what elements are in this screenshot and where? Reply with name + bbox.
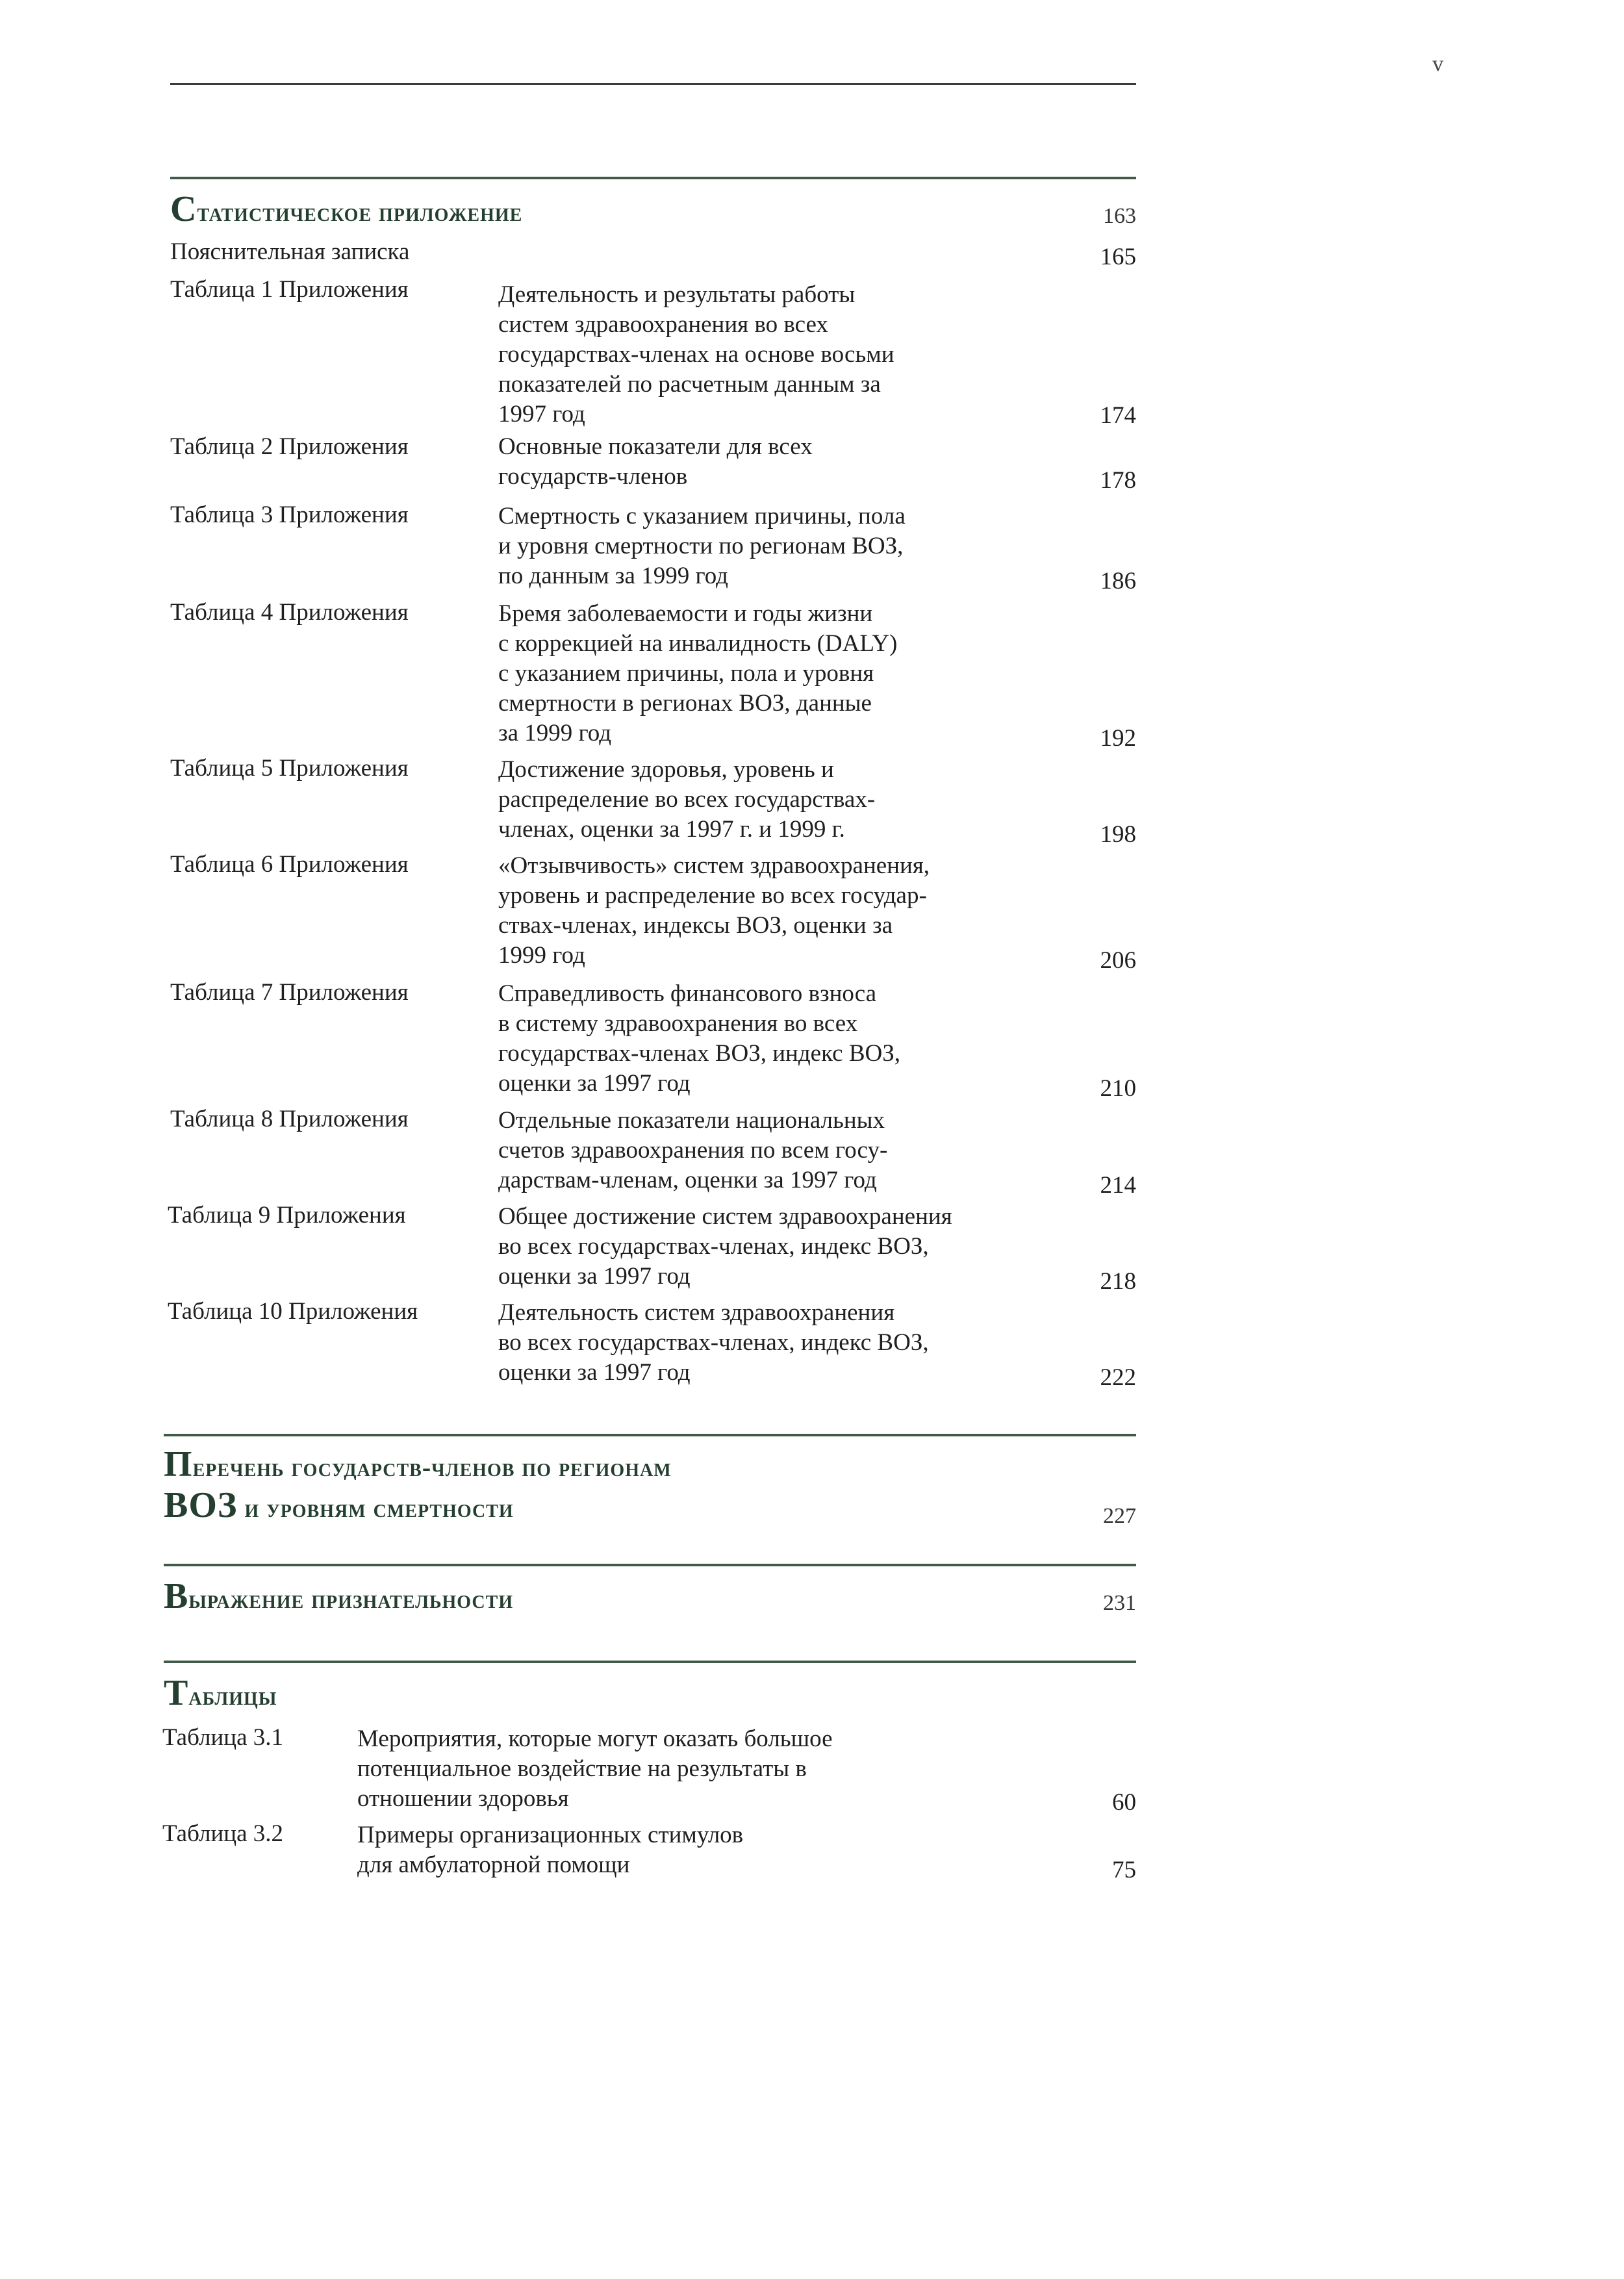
heading-line-1: [164, 1445, 1136, 1486]
toc-entry-annex-table-8[interactable]: [170, 1104, 1136, 1202]
toc-entry-annex-table-1[interactable]: [170, 275, 1136, 431]
page-number: v: [1432, 52, 1443, 76]
toc-entry-annex-table-6[interactable]: [170, 850, 1136, 980]
entry-page: 186: [1100, 568, 1136, 594]
entry-description: Достижение здоровья, уровень и распределение во всех государствах- членах, оценки за 1997 г. и 1999 г.: [498, 756, 876, 843]
entry-label: Таблица 3 Приложения: [170, 502, 409, 528]
toc-entry-annex-table-10[interactable]: [168, 1297, 1136, 1394]
entry-label: Таблица 8 Приложения: [170, 1106, 409, 1132]
entry-label: Таблица 6 Приложения: [170, 851, 409, 878]
section-rule: [170, 177, 1136, 179]
heading-initial: Т: [164, 1673, 189, 1713]
heading-rest: ыражение признательности: [188, 1585, 514, 1614]
toc-entry-annex-table-5[interactable]: [170, 754, 1136, 851]
entry-page: 210: [1100, 1075, 1136, 1102]
heading-page: 227: [1103, 1504, 1136, 1528]
heading-rest: и уровням смертности: [237, 1494, 514, 1523]
entry-description: Справедливость финансового взноса в систему здравоохранения во всех государствах-членах ВОЗ, индекс ВОЗ, оценки за 1997 год: [498, 980, 901, 1097]
entry-page: 178: [1100, 467, 1136, 494]
tables-heading: [164, 1672, 1136, 1714]
acknowledgements-heading: [164, 1575, 1136, 1617]
entry-page: 214: [1100, 1172, 1136, 1199]
entry-label: Таблица 4 Приложения: [170, 599, 409, 626]
heading-initial: П: [164, 1444, 193, 1484]
entry-description: Примеры организационных стимулов для амбулаторной помощи: [357, 1822, 744, 1878]
acknowledgements-section[interactable]: [164, 1564, 1136, 1617]
heading-rest: аблицы: [188, 1681, 277, 1711]
top-rule: [170, 83, 1136, 85]
entry-page: 165: [1100, 244, 1136, 270]
entry-label: Таблица 7 Приложения: [170, 979, 409, 1006]
statistical-annex-section: [170, 177, 1136, 230]
section-rule: [164, 1434, 1136, 1436]
entry-page: 174: [1100, 402, 1136, 429]
entry-label: Таблица 10 Приложения: [168, 1298, 418, 1325]
heading-rest: еречень государств-членов по регионам: [192, 1453, 672, 1482]
heading-initial: ВОЗ: [164, 1485, 238, 1525]
entry-page: 222: [1100, 1364, 1136, 1391]
entry-description: Смертность с указанием причины, пола и уровня смертности по регионам ВОЗ, по данным за 1999 год: [498, 503, 906, 589]
tables-section: [164, 1661, 1136, 1714]
entry-label: Таблица 2 Приложения: [170, 433, 409, 460]
entry-description: Основные показатели для всех государств-членов: [498, 433, 813, 490]
entry-label: Таблица 5 Приложения: [170, 755, 409, 782]
entry-page: 192: [1100, 725, 1136, 752]
entry-description: Отдельные показатели национальных счетов здравоохранения по всем госу- дарствам-членам, оценки за 1997 год: [498, 1107, 888, 1193]
section-rule: [164, 1661, 1136, 1663]
entry-label: Таблица 3.2: [162, 1820, 283, 1847]
toc-entry-annex-table-3[interactable]: [170, 500, 1136, 598]
statistical-annex-heading[interactable]: [170, 188, 1136, 230]
entry-page: 75: [1112, 1857, 1136, 1883]
toc-entry-annex-table-7[interactable]: [170, 978, 1136, 1108]
entry-description: Мероприятия, которые могут оказать большое потенциальное воздействие на результаты в отношении здоровья: [357, 1725, 833, 1812]
toc-entry-table-3-2[interactable]: [162, 1819, 1136, 1891]
entry-page: 198: [1100, 821, 1136, 848]
entry-description: Бремя заболеваемости и годы жизни с коррекцией на инвалидность (DALY) с указанием причины, пола и уровня смертности в регионах ВОЗ, данные за 1999 год: [498, 600, 898, 746]
entry-label: Таблица 9 Приложения: [168, 1202, 406, 1229]
heading-initial: В: [164, 1576, 189, 1616]
section-rule: [164, 1564, 1136, 1566]
entry-page: 218: [1100, 1268, 1136, 1295]
entry-label: Таблица 3.1: [162, 1724, 283, 1751]
toc-entry-table-3-1[interactable]: [162, 1723, 1136, 1820]
heading-line-2: [164, 1486, 1136, 1527]
entry-description: Общее достижение систем здравоохранения во всех государствах-членах, индекс ВОЗ, оценки за 1997 год: [498, 1203, 952, 1290]
heading-page: 163: [1103, 204, 1136, 228]
member-states-section[interactable]: [164, 1434, 1136, 1530]
entry-description: Деятельность и результаты работы систем здравоохранения во всех государствах-членах на основе восьми показателей по расчетным данным за 1997 год: [498, 281, 894, 427]
member-states-heading: [164, 1445, 1136, 1530]
toc-entry-annex-table-4[interactable]: [170, 598, 1136, 754]
heading-page: 231: [1103, 1591, 1136, 1615]
heading-rest: татистическое приложение: [197, 197, 523, 227]
entry-label: Пояснительная записка: [170, 238, 410, 265]
toc-entry-annex-table-2[interactable]: [170, 432, 1136, 497]
entry-description: Деятельность систем здравоохранения во всех государствах-членах, индекс ВОЗ, оценки за 1997 год: [498, 1299, 929, 1386]
toc-entry-annex-table-9[interactable]: [168, 1201, 1136, 1298]
entry-page: 60: [1112, 1789, 1136, 1816]
entry-label: Таблица 1 Приложения: [170, 276, 409, 303]
entry-description: «Отзывчивость» систем здравоохранения, уровень и распределение во всех государ- ствах-членах, индексы ВОЗ, оценки за 1999 год: [498, 852, 930, 969]
heading-initial: С: [170, 189, 197, 229]
entry-page: 206: [1100, 947, 1136, 974]
